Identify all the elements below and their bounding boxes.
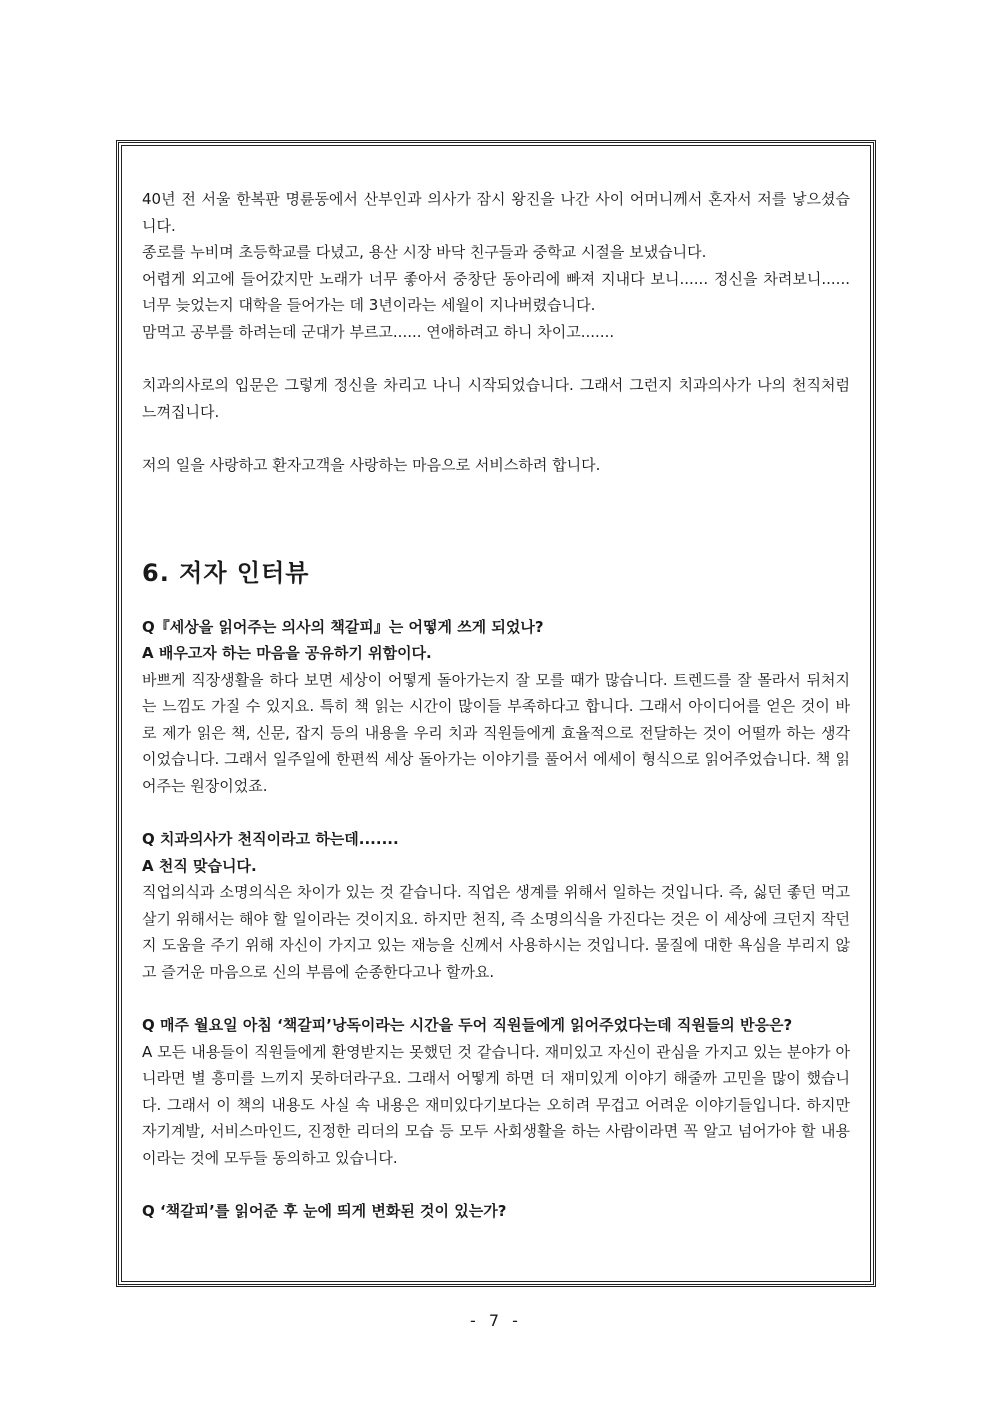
- interview-answer-summary: A 천직 맞습니다.: [142, 856, 257, 875]
- spacer: [142, 479, 850, 556]
- spacer: [142, 1171, 850, 1198]
- interview-answer-body: 직업의식과 소명의식은 차이가 있는 것 같습니다. 직업은 생계를 위해서 일하는 것입니다. 즉, 싫던 좋던 먹고 살기 위해서는 해야 할 일이라는 것이지요. 하지만 천직, 즉 소명의식을 가진다는 것은 이 세상에 크던지 작던지 도움을 주기 위해 자신이 가지고 있는 재능을 신께서 사용하시는 것입니다. 물질에 대한 욕심을 부리지 않고 즐거운 마음으로 신의 부름에 순종한다고나 할까요.: [142, 883, 850, 981]
- interview-item: [142, 1198, 850, 1225]
- spacer: [142, 985, 850, 1012]
- interview-item: [142, 1012, 850, 1171]
- interview-question: Q『세상을 읽어주는 의사의 책갈피』는 어떻게 쓰게 되었나?: [142, 617, 544, 636]
- interview-question: Q ‘책갈피’를 읽어준 후 눈에 띄게 변화된 것이 있는가?: [142, 1202, 507, 1220]
- document-body: [142, 186, 850, 1225]
- intro-paragraph-birth: 40년 전 서울 한복판 명륜동에서 산부인과 의사가 잠시 왕진을 나간 사이 어머니께서 혼자서 저를 낳으셨습니다.: [142, 190, 850, 235]
- interview-question: Q 치과의사가 천직이라고 하는데.......: [142, 830, 399, 848]
- interview-question: Q 매주 월요일 아침 ‘책갈피’낭독이라는 시간을 두어 직원들에게 읽어주었다는데 직원들의 반응은?: [142, 1016, 793, 1034]
- intro-paragraph-dentist: 치과의사로의 입문은 그렇게 정신을 차리고 나니 시작되었습니다. 그래서 그런지 치과의사가 나의 천직처럼 느껴집니다.: [142, 376, 850, 421]
- page-number: - 7 -: [470, 1311, 522, 1330]
- intro-paragraph-university: 어렵게 외고에 들어갔지만 노래가 너무 좋아서 중창단 동아리에 빠져 지내다 보니...... 정신을 차려보니...... 너무 늦었는지 대학을 들어가는 데 3년이라는 세월이 지나버렸습니다.: [142, 269, 850, 314]
- intro-paragraph-army: 맘먹고 공부를 하려는데 군대가 부르고...... 연애하려고 하니 차이고.......: [142, 322, 615, 341]
- spacer: [142, 345, 850, 372]
- interview-answer-summary: A 배우고자 하는 마음을 공유하기 위함이다.: [142, 644, 432, 662]
- interview-item: [142, 826, 850, 985]
- interview-answer-body: 바쁘게 직장생활을 하다 보면 세상이 어떻게 돌아가는지 잘 모를 때가 많습니다. 트렌드를 잘 몰라서 뒤처지는 느낌도 가질 수 있지요. 특히 책 읽는 시간이 많이들 부족하다고 합니다. 그래서 아이디어를 얻은 것이 바로 제가 읽은 책, 신문, 잡지 등의 내용을 우리 치과 직원들에게 효율적으로 전달하는 것이 어떨까 하는 생각이었습니다. 그래서 일주일에 한편씩 세상 돌아가는 이야기를 풀어서 에세이 형식으로 읽어주었습니다. 책 읽어주는 원장이었죠.: [142, 670, 850, 795]
- section-heading: 6. 저자 인터뷰: [142, 558, 310, 587]
- interview-item: [142, 614, 850, 800]
- interview-answer-body: A 모든 내용들이 직원들에게 환영받지는 못했던 것 같습니다. 재미있고 자신이 관심을 가지고 있는 분야가 아니라면 별 흥미를 느끼지 못하더라구요. 그래서 어떻게 하면 더 재미있게 이야기 해줄까 고민을 많이 했습니다. 그래서 이 책의 내용도 사실 속 내용은 재미있다기보다는 오히려 무겁고 어려운 이야기들입니다. 하지만 자기계발, 서비스마인드, 진정한 리더의 모습 등 모두 사회생활을 하는 사람이라면 꼭 알고 넘어가야 할 내용이라는 것에 모두들 동의하고 있습니다.: [142, 1042, 850, 1167]
- spacer: [142, 799, 850, 826]
- spacer: [142, 425, 850, 452]
- intro-paragraph-service: 저의 일을 사랑하고 환자고객을 사랑하는 마음으로 서비스하려 합니다.: [142, 456, 601, 474]
- intro-paragraph-school: 종로를 누비며 초등학교를 다녔고, 용산 시장 바닥 친구들과 중학교 시절을 보냈습니다.: [142, 243, 707, 261]
